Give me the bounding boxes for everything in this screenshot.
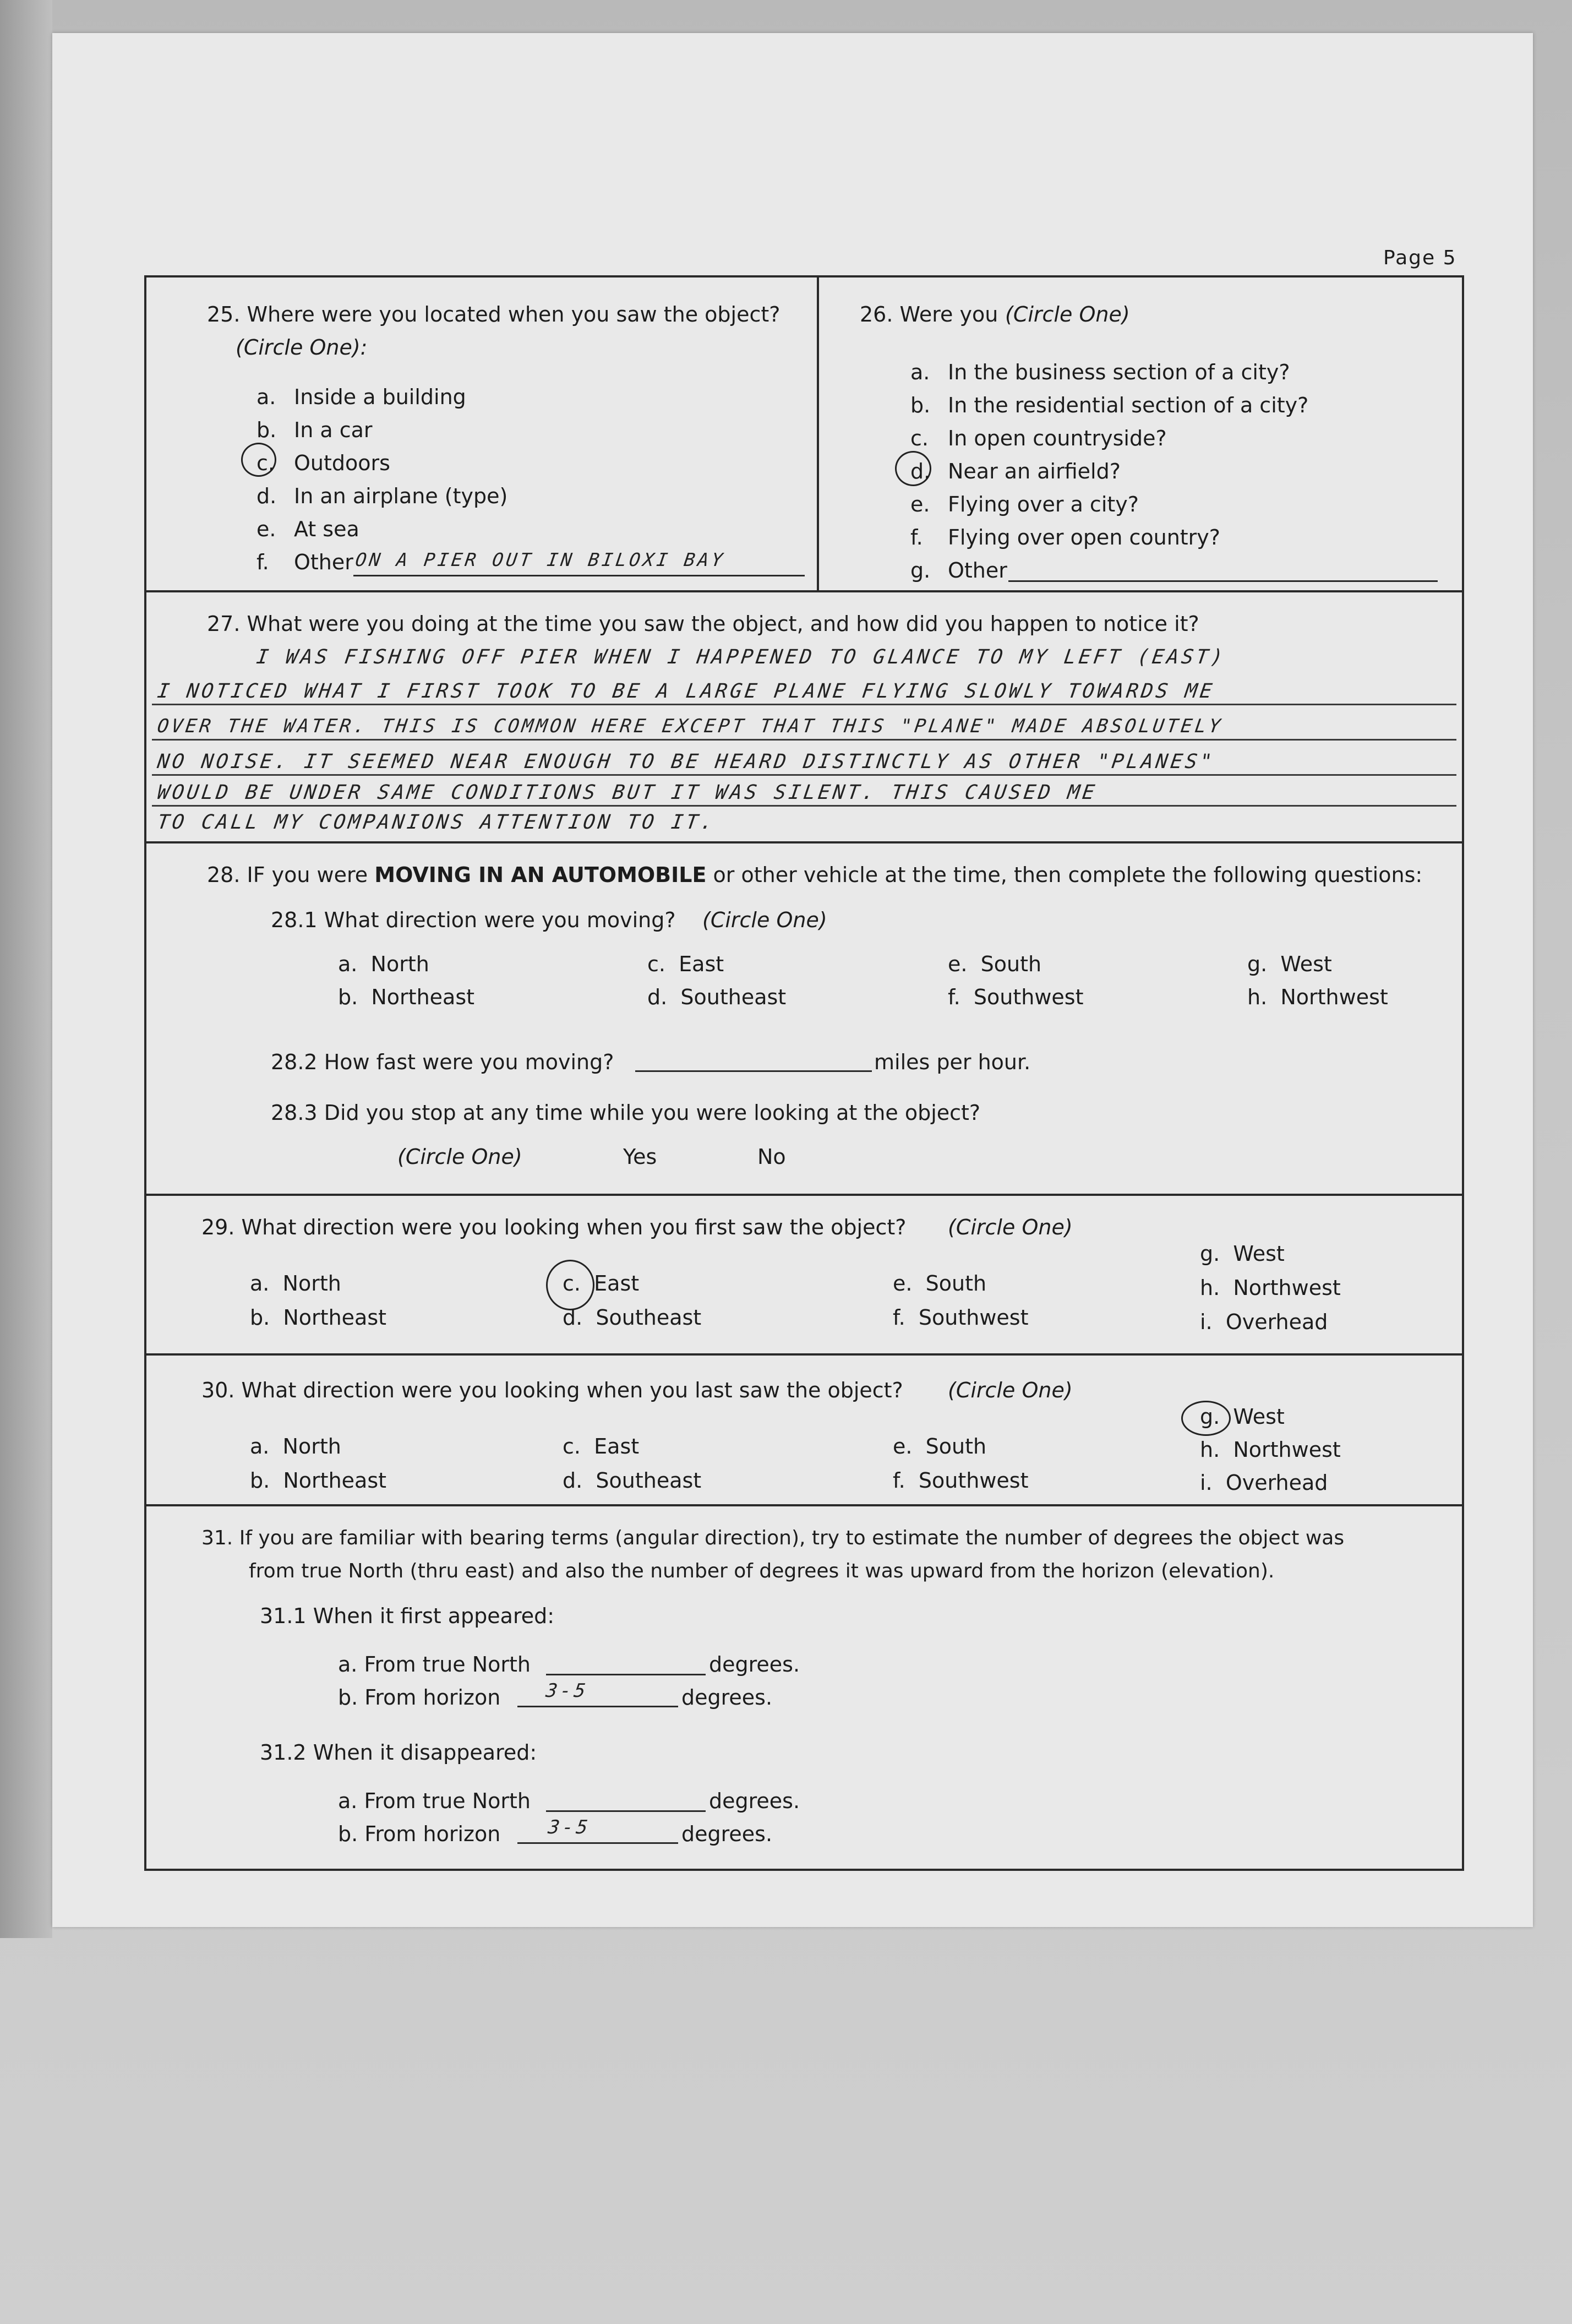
q29-option-b[interactable]: b. Northeast: [250, 1305, 387, 1330]
q30-option-c[interactable]: c. East: [563, 1434, 640, 1458]
q29-question: 29. What direction were you looking when you first saw the object?: [201, 1215, 907, 1239]
q25-option-a-letter[interactable]: a.: [256, 385, 276, 409]
q27-answer-line-4[interactable]: NO NOISE. IT SEEMED NEAR ENOUGH TO BE HEARD DISTINCTLY AS OTHER "PLANES": [156, 750, 1216, 773]
q27-answer-line-2[interactable]: I NOTICED WHAT I FIRST TOOK TO BE A LARGE PLANE FLYING SLOWLY TOWARDS ME: [156, 680, 1216, 703]
q31-1-a-suffix: degrees.: [709, 1652, 800, 1677]
q30-option-i[interactable]: i. Overhead: [1200, 1471, 1328, 1495]
q28-1-option-e[interactable]: e. South: [948, 952, 1042, 976]
q29-option-h[interactable]: h. Northwest: [1200, 1276, 1341, 1300]
q26-option-g[interactable]: Other: [948, 558, 1007, 583]
q27-question: 27. What were you doing at the time you saw the object, and how did you happen to notice it?: [207, 612, 1199, 636]
q28-3-instruction: (Circle One): [397, 1145, 522, 1169]
q25-instruction: (Circle One):: [236, 335, 368, 360]
q27-answer-rule: [152, 805, 1456, 807]
q28-1-option-a[interactable]: a. North: [338, 952, 429, 976]
q25-option-d-letter[interactable]: d.: [256, 484, 277, 508]
q25-option-c[interactable]: Outdoors: [294, 451, 390, 475]
q29-option-e[interactable]: e. South: [893, 1271, 987, 1296]
q28-1-instruction: (Circle One): [702, 908, 827, 932]
q30-option-f[interactable]: f. Southwest: [893, 1468, 1029, 1493]
q31-2-horizon-field[interactable]: [517, 1842, 678, 1844]
q29-option-a[interactable]: a. North: [250, 1271, 341, 1296]
q30-question: 30. What direction were you looking when you last saw the object?: [201, 1378, 903, 1402]
column-divider: [817, 277, 819, 592]
section-31: [146, 1506, 1462, 1869]
q25-option-a[interactable]: Inside a building: [294, 385, 466, 409]
q26-option-b[interactable]: In the residential section of a city?: [948, 393, 1309, 417]
q25-option-d[interactable]: In an airplane (type): [294, 484, 508, 508]
q25-option-b-letter[interactable]: b.: [256, 418, 277, 442]
q31-2-b-label: b. From horizon: [338, 1822, 501, 1846]
q28-3-question: 28.3 Did you stop at any time while you were looking at the object?: [271, 1101, 981, 1125]
q28-1-option-h[interactable]: h. Northwest: [1247, 985, 1388, 1009]
q25-option-f[interactable]: Other: [294, 550, 353, 574]
q26-option-c-letter[interactable]: c.: [910, 426, 929, 450]
q25-option-c-letter[interactable]: c.: [256, 451, 275, 475]
q31-question-line-1: 31. If you are familiar with bearing terms (angular direction), try to estimate the number of degrees the object was: [201, 1527, 1345, 1549]
q28-2-speed-field[interactable]: [635, 1070, 872, 1072]
q29-instruction: (Circle One): [948, 1215, 1073, 1239]
q31-2-a-suffix: degrees.: [709, 1789, 800, 1813]
q26-option-f-letter[interactable]: f.: [910, 525, 923, 549]
section-27: [146, 592, 1462, 843]
q31-question-line-2: from true North (thru east) and also the number of degrees it was upward from the horizon (elevation).: [249, 1560, 1275, 1582]
q28-1-question: 28.1 What direction were you moving?: [271, 908, 676, 932]
q31-1-label: 31.1 When it first appeared:: [260, 1604, 555, 1628]
q31-1-a-label: a. From true North: [338, 1652, 531, 1677]
q26-option-f[interactable]: Flying over open country?: [948, 525, 1220, 549]
q29-option-c[interactable]: c. East: [563, 1271, 640, 1296]
q31-1-north-field[interactable]: [546, 1674, 706, 1675]
q27-answer-rule: [152, 774, 1456, 776]
q25-option-e-letter[interactable]: e.: [256, 517, 276, 541]
q31-2-north-field[interactable]: [546, 1810, 706, 1812]
q25-option-f-letter[interactable]: f.: [256, 550, 269, 574]
q26-option-b-letter[interactable]: b.: [910, 393, 931, 417]
q28-3-no[interactable]: No: [757, 1145, 786, 1169]
q26-option-d[interactable]: Near an airfield?: [948, 459, 1121, 483]
q28-1-option-c[interactable]: c. East: [647, 952, 724, 976]
q28-2-suffix: miles per hour.: [874, 1050, 1031, 1074]
q31-1-horizon-answer[interactable]: 3-5: [544, 1680, 590, 1702]
q25-option-e[interactable]: At sea: [294, 517, 359, 541]
q25-other-answer[interactable]: ON A PIER OUT IN BILOXI BAY: [354, 549, 727, 570]
q30-option-a[interactable]: a. North: [250, 1434, 341, 1458]
section-29: [146, 1196, 1462, 1356]
q31-1-horizon-field[interactable]: [517, 1706, 678, 1707]
q30-option-b[interactable]: b. Northeast: [250, 1468, 387, 1493]
q28-2-question: 28.2 How fast were you moving?: [271, 1050, 614, 1074]
q26-option-a-letter[interactable]: a.: [910, 360, 930, 384]
q27-answer-line-1[interactable]: I WAS FISHING OFF PIER WHEN I HAPPENED TO GLANCE TO MY LEFT (EAST): [255, 646, 1227, 668]
q25-option-b[interactable]: In a car: [294, 418, 373, 442]
q31-2-a-label: a. From true North: [338, 1789, 531, 1813]
q31-2-horizon-answer[interactable]: 3-5: [547, 1816, 592, 1838]
q25-question: 25. Where were you located when you saw the object?: [207, 302, 780, 326]
q30-option-d[interactable]: d. Southeast: [563, 1468, 702, 1493]
q26-option-c[interactable]: In open countryside?: [948, 426, 1167, 450]
q26-instruction: (Circle One): [1005, 302, 1130, 326]
q26-option-e[interactable]: Flying over a city?: [948, 492, 1139, 516]
scan-left-edge: [0, 0, 52, 1938]
q28-question: 28. IF you were MOVING IN AN AUTOMOBILE or other vehicle at the time, then complete the following questions:: [207, 863, 1423, 887]
q31-2-b-suffix: degrees.: [681, 1822, 773, 1846]
q28-1-option-f[interactable]: f. Southwest: [948, 985, 1084, 1009]
q27-answer-line-6[interactable]: TO CALL MY COMPANIONS ATTENTION TO IT.: [156, 811, 717, 834]
q30-option-g[interactable]: g. West: [1200, 1405, 1285, 1429]
q26-option-a[interactable]: In the business section of a city?: [948, 360, 1290, 384]
q31-1-b-suffix: degrees.: [681, 1685, 773, 1710]
section-30: [146, 1356, 1462, 1506]
q29-option-f[interactable]: f. Southwest: [893, 1305, 1029, 1330]
q29-option-g[interactable]: g. West: [1200, 1242, 1285, 1266]
q27-answer-line-3[interactable]: OVER THE WATER. THIS IS COMMON HERE EXCEPT THAT THIS "PLANE" MADE ABSOLUTELY: [156, 715, 1225, 737]
section-25-26: [146, 277, 1462, 592]
q26-option-g-letter[interactable]: g.: [910, 558, 931, 583]
q30-instruction: (Circle One): [948, 1378, 1073, 1402]
q30-option-e[interactable]: e. South: [893, 1434, 987, 1458]
q28-1-option-d[interactable]: d. Southeast: [647, 985, 787, 1009]
q31-1-b-label: b. From horizon: [338, 1685, 501, 1710]
page-number: Page 5: [1383, 247, 1457, 269]
q27-answer-line-5[interactable]: WOULD BE UNDER SAME CONDITIONS BUT IT WAS SILENT. THIS CAUSED ME: [156, 781, 1099, 804]
q27-answer-rule: [152, 739, 1456, 741]
q29-option-i[interactable]: i. Overhead: [1200, 1310, 1328, 1334]
q25-other-line: [353, 575, 805, 576]
q28-1-option-g[interactable]: g. West: [1247, 952, 1332, 976]
q28-1-option-b[interactable]: b. Northeast: [338, 985, 475, 1009]
q29-option-d[interactable]: d. Southeast: [563, 1305, 702, 1330]
q27-answer-rule: [152, 704, 1456, 705]
q26-question: 26. Were you: [860, 302, 998, 326]
q31-2-label: 31.2 When it disappeared:: [260, 1740, 537, 1765]
q30-option-h[interactable]: h. Northwest: [1200, 1438, 1341, 1462]
q26-option-d-letter[interactable]: d.: [910, 459, 931, 483]
section-28: [146, 843, 1462, 1196]
questionnaire-form: [144, 275, 1464, 1871]
q26-other-line: [1008, 580, 1438, 582]
q28-3-yes[interactable]: Yes: [623, 1145, 657, 1169]
q26-option-e-letter[interactable]: e.: [910, 492, 930, 516]
